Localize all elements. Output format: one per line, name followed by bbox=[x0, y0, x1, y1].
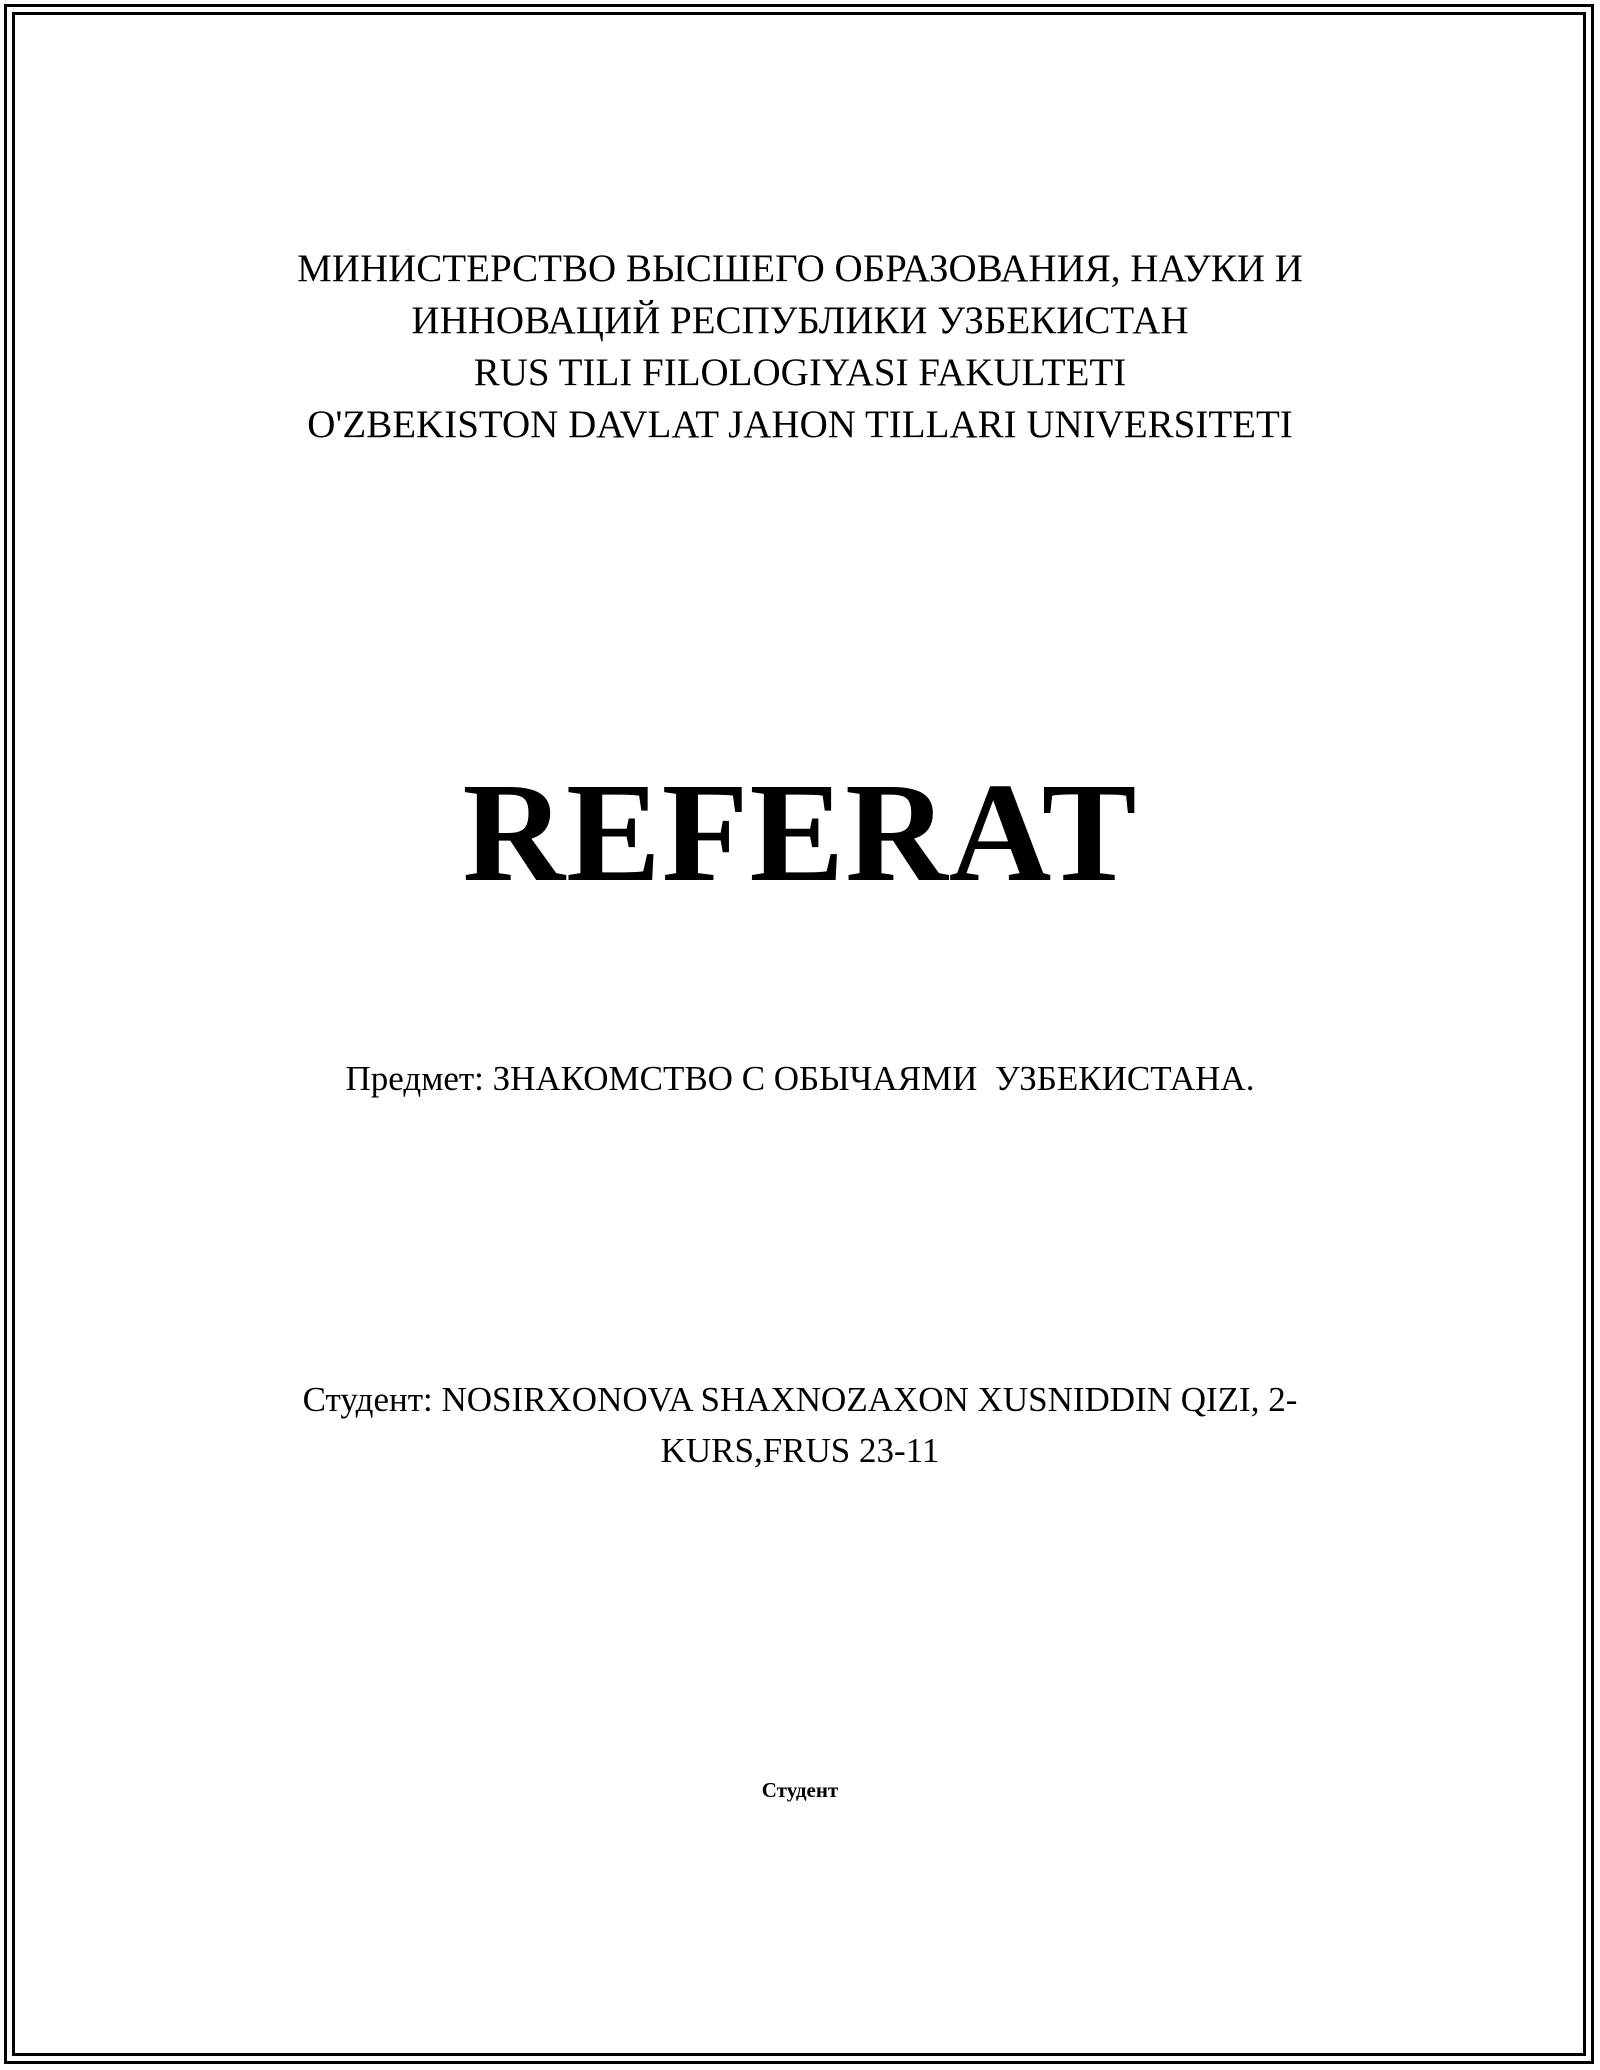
student-info bbox=[0, 1374, 1600, 1476]
header-line-republic: ИННОВАЦИЙ РЕСПУБЛИКИ УЗБЕКИСТАН bbox=[411, 299, 1189, 342]
header-line-university: O'ZBEKISTON DAVLAT JAHON TILLARI UNIVERSITETI bbox=[307, 403, 1293, 446]
student-line-group: KURS,FRUS 23-11 bbox=[660, 1431, 940, 1470]
footer-student-label: Студент bbox=[761, 1778, 839, 1802]
institution-header bbox=[0, 243, 1600, 451]
header-line-ministry: МИНИСТЕРСТВО ВЫСШЕГО ОБРАЗОВАНИЯ, НАУКИ И bbox=[297, 247, 1303, 290]
subject-line: Предмет: ЗНАКОМСТВО С ОБЫЧАЯМИ УЗБЕКИСТАНА. bbox=[345, 1059, 1255, 1098]
header-line-faculty: RUS TILI FILOLOGIYASI FAKULTETI bbox=[473, 351, 1127, 394]
student-line-name: Студент: NOSIRXONOVA SHAXNOZAXON XUSNIDDIN QIZI, 2- bbox=[302, 1380, 1298, 1419]
document-title: REFERAT bbox=[462, 753, 1138, 911]
